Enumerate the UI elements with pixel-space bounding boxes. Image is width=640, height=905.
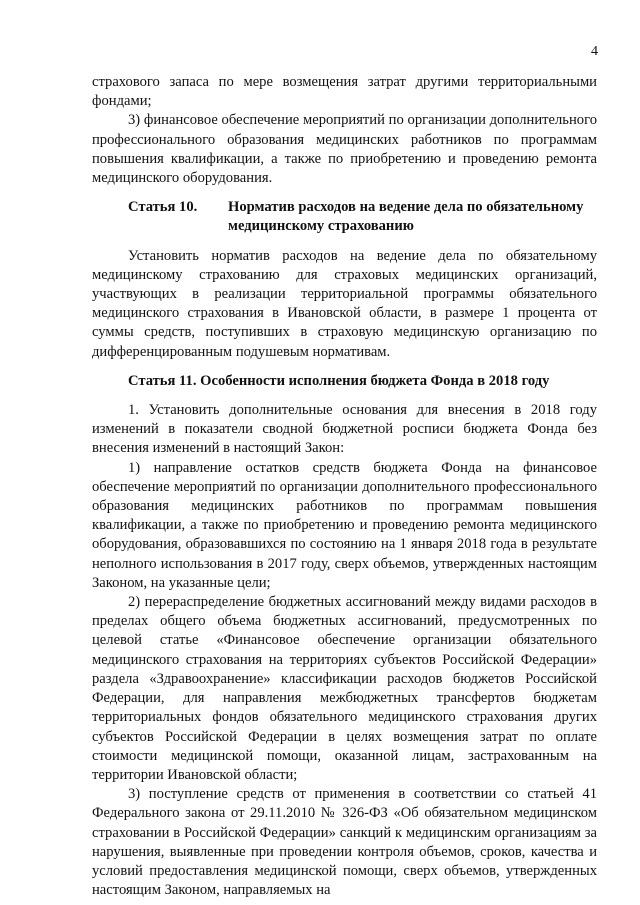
document-body xyxy=(92,73,597,900)
page-number: 4 xyxy=(591,44,598,59)
paragraph-continuation: страхового запаса по мере возмещения затрат другими территориальными фондами; xyxy=(92,74,597,110)
article-11-subitem-1: 1) направление остатков средств бюджета Фонда на финансовое обеспечение мероприятий по организации дополнительного профессионального образования медицинских работников по программам повышения квалификации, а также по приобретению и проведению ремонта медицинского оборудования, образовавшихся по состоянию на 1 января 2018 года в результате неполного использования в 2017 году, сверх объемов, утвержденных настоящим Законом, на указанные цели; xyxy=(92,459,597,591)
article-10-heading xyxy=(128,198,597,236)
article-10-title: Норматив расходов на ведение дела по обязательному медицинскому страхованию xyxy=(228,199,584,235)
article-10-text: Установить норматив расходов на ведение дела по обязательному медицинскому страхованию для страховых медицинских организаций, участвующих в реализации территориальной программы обязательного медицинского страхования в Ивановской области, в размере 1 процента от суммы средств, поступивших в страховую медицинскую организацию по дифференцированным подушевым нормативам. xyxy=(92,247,597,360)
article-11-subitem-3: 3) поступление средств от применения в соответствии со статьей 41 Федерального закона от 29.11.2010 № 326-ФЗ «Об обязательном медицинском страховании в Российской Федерации» санкций к медицинским организациям за нарушения, выявленные при проведении контроля объемов, сроков, качества и условий предоставления медицинской помощи, сверх объемов, утвержденных настоящим Законом, направляемых на xyxy=(92,786,597,899)
article-11-subitem-2: 2) перераспределение бюджетных ассигнований между видами расходов в пределах общего объема бюджетных ассигнований, предусмотренных по целевой статье «Финансовое обеспечение организации обязательного медицинского страхования на территориях субъектов Российской Федерации» раздела «Здравоохранение» классификации расходов бюджетов Российской Федерации, для направления межбюджетных трансфертов бюджетам территориальных фондов обязательного медицинского страхования других субъектов Российской Федерации в целях возмещения затрат по оплате стоимости медицинской помощи, оказанной лицам, застрахованным на территории Ивановской области; xyxy=(92,594,597,783)
article-11-item-1: 1. Установить дополнительные основания для внесения в 2018 году изменений в показатели сводной бюджетной росписи бюджета Фонда без внесения изменений в настоящий Закон: xyxy=(92,402,597,457)
article-11-heading: Статья 11. Особенности исполнения бюджета Фонда в 2018 году xyxy=(128,372,550,389)
article-10-number: Статья 10. xyxy=(128,199,198,216)
paragraph-item-3: 3) финансовое обеспечение мероприятий по организации дополнительного профессионального образования медицинских работников по программам повышения квалификации, а также по приобретению и проведению ремонта медицинского оборудования. xyxy=(92,112,597,187)
